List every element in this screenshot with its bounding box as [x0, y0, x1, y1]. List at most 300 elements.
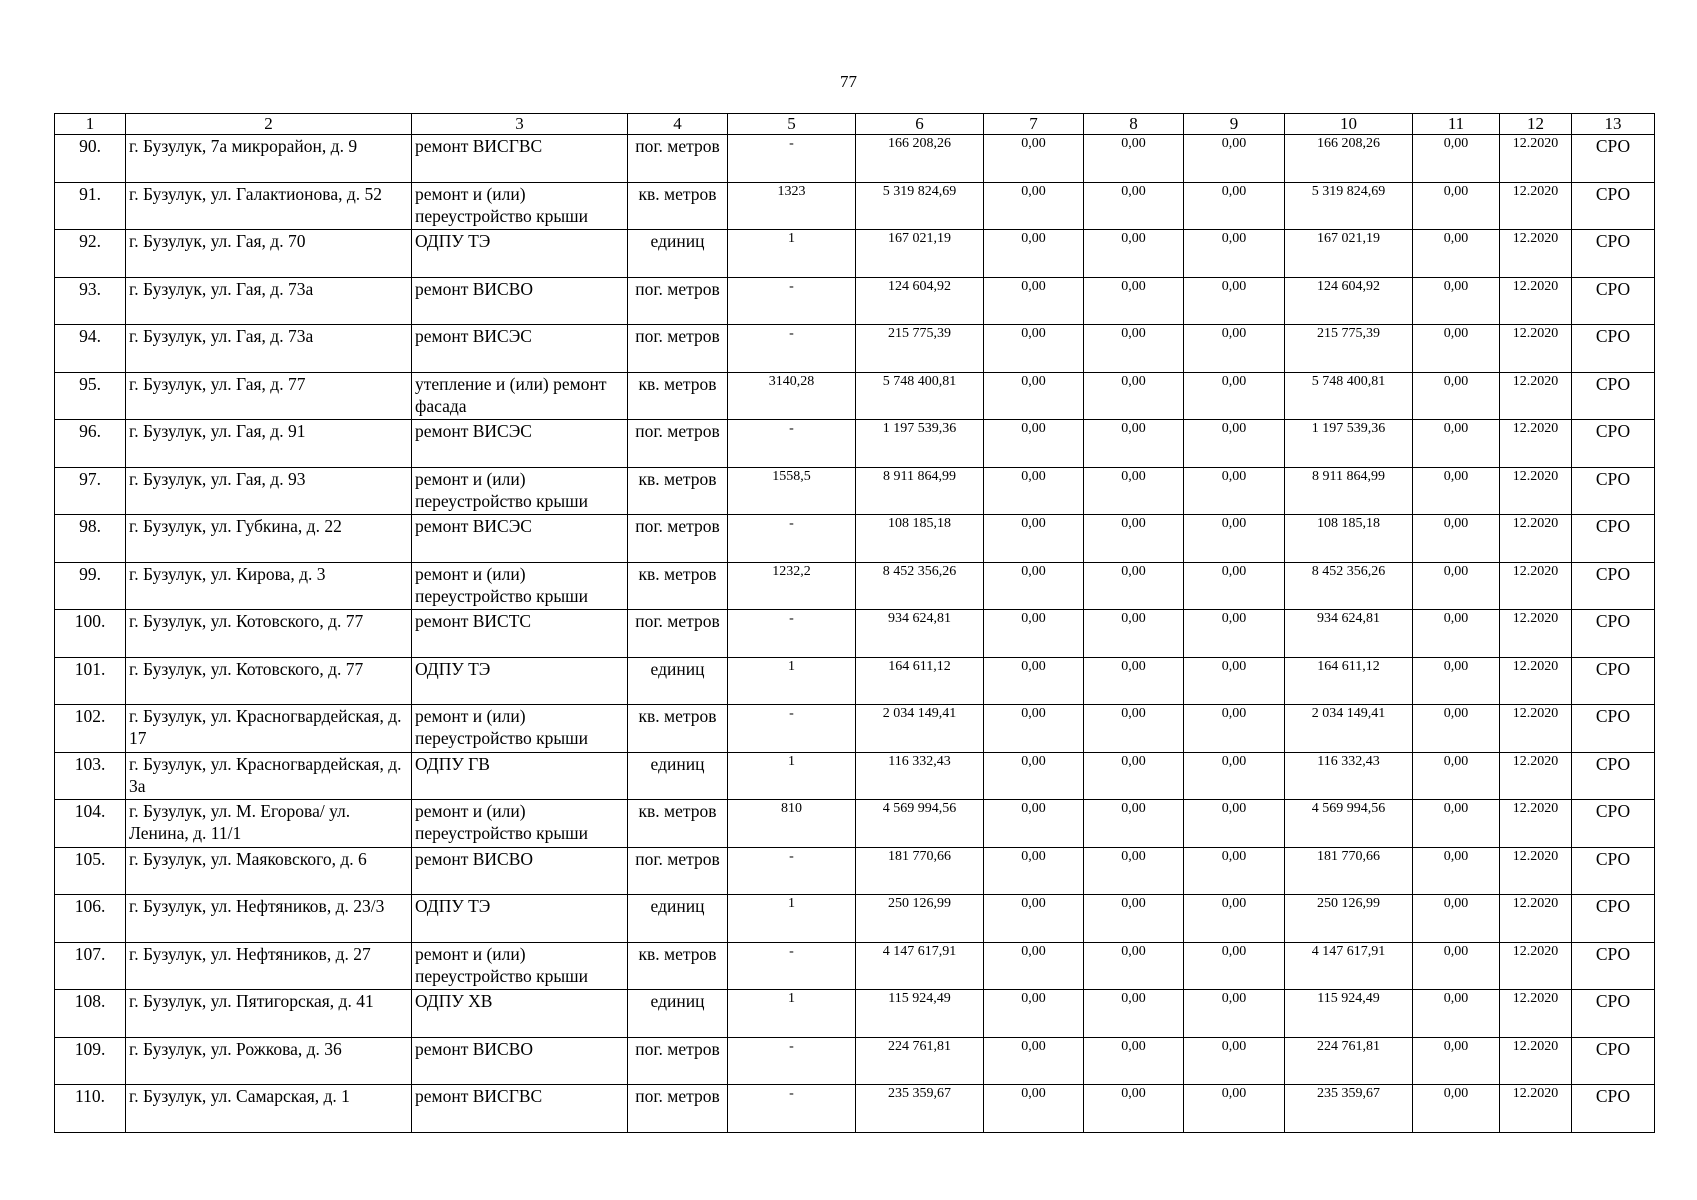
completion-date-cell: 12.2020 [1500, 657, 1572, 705]
completion-date-cell: 12.2020 [1500, 752, 1572, 800]
cost-col11-cell: 0,00 [1413, 657, 1500, 705]
cost-col9-cell: 0,00 [1184, 230, 1285, 278]
quantity-cell: 1 [728, 990, 856, 1038]
table-row [55, 1085, 1655, 1133]
row-number: 102. [55, 705, 126, 753]
table-row [55, 705, 1655, 753]
work-type-cell: ремонт ВИСВО [412, 1037, 628, 1085]
total-cost-cell: 1 197 539,36 [856, 420, 984, 468]
cost-col11-cell: 0,00 [1413, 610, 1500, 658]
address-cell: г. Бузулук, ул. Котовского, д. 77 [126, 657, 412, 705]
quantity-cell: - [728, 1085, 856, 1133]
cost-col8-cell: 0,00 [1084, 990, 1184, 1038]
cost-col10-cell: 166 208,26 [1285, 135, 1413, 183]
completion-date-cell: 12.2020 [1500, 420, 1572, 468]
cost-col10-cell: 224 761,81 [1285, 1037, 1413, 1085]
quantity-cell: 1 [728, 657, 856, 705]
completion-date-cell: 12.2020 [1500, 990, 1572, 1038]
completion-date-cell: 12.2020 [1500, 562, 1572, 610]
unit-cell: пог. метров [628, 1037, 728, 1085]
work-type-cell: ремонт ВИСВО [412, 847, 628, 895]
cost-col10-cell: 124 604,92 [1285, 277, 1413, 325]
row-number: 90. [55, 135, 126, 183]
cost-col9-cell: 0,00 [1184, 1085, 1285, 1133]
unit-cell: кв. метров [628, 372, 728, 420]
unit-cell: единиц [628, 895, 728, 943]
row-number: 106. [55, 895, 126, 943]
cost-col7-cell: 0,00 [984, 610, 1084, 658]
row-number: 110. [55, 1085, 126, 1133]
work-type-cell: ремонт и (или) переустройство крыши [412, 705, 628, 753]
column-header-5: 5 [728, 114, 856, 135]
quantity-cell: - [728, 515, 856, 563]
table-row [55, 562, 1655, 610]
address-cell: г. Бузулук, ул. Красногвардейская, д. 17 [126, 705, 412, 753]
cost-col7-cell: 0,00 [984, 277, 1084, 325]
cost-col8-cell: 0,00 [1084, 277, 1184, 325]
work-type-cell: ремонт ВИСГВС [412, 135, 628, 183]
cost-col11-cell: 0,00 [1413, 800, 1500, 848]
cost-col11-cell: 0,00 [1413, 942, 1500, 990]
cost-col10-cell: 8 452 356,26 [1285, 562, 1413, 610]
cost-col7-cell: 0,00 [984, 1085, 1084, 1133]
work-type-cell: ремонт ВИСЭС [412, 420, 628, 468]
address-cell: г. Бузулук, ул. Рожкова, д. 36 [126, 1037, 412, 1085]
funding-source-cell: СРО [1572, 467, 1655, 515]
cost-col11-cell: 0,00 [1413, 847, 1500, 895]
row-number: 101. [55, 657, 126, 705]
column-header-11: 11 [1413, 114, 1500, 135]
cost-col9-cell: 0,00 [1184, 895, 1285, 943]
cost-col10-cell: 235 359,67 [1285, 1085, 1413, 1133]
funding-source-cell: СРО [1572, 135, 1655, 183]
total-cost-cell: 4 147 617,91 [856, 942, 984, 990]
column-header-10: 10 [1285, 114, 1413, 135]
cost-col8-cell: 0,00 [1084, 372, 1184, 420]
cost-col8-cell: 0,00 [1084, 420, 1184, 468]
unit-cell: пог. метров [628, 135, 728, 183]
table-row [55, 1037, 1655, 1085]
work-type-cell: утепление и (или) ремонт фасада [412, 372, 628, 420]
column-header-8: 8 [1084, 114, 1184, 135]
cost-col8-cell: 0,00 [1084, 847, 1184, 895]
unit-cell: кв. метров [628, 800, 728, 848]
funding-source-cell: СРО [1572, 515, 1655, 563]
cost-col8-cell: 0,00 [1084, 752, 1184, 800]
cost-col9-cell: 0,00 [1184, 325, 1285, 373]
funding-source-cell: СРО [1572, 990, 1655, 1038]
quantity-cell: 1 [728, 752, 856, 800]
work-type-cell: ремонт и (или) переустройство крыши [412, 467, 628, 515]
row-number: 91. [55, 182, 126, 230]
cost-col10-cell: 116 332,43 [1285, 752, 1413, 800]
total-cost-cell: 181 770,66 [856, 847, 984, 895]
cost-col7-cell: 0,00 [984, 752, 1084, 800]
cost-col7-cell: 0,00 [984, 705, 1084, 753]
completion-date-cell: 12.2020 [1500, 230, 1572, 278]
table-row [55, 895, 1655, 943]
total-cost-cell: 164 611,12 [856, 657, 984, 705]
row-number: 107. [55, 942, 126, 990]
address-cell: г. Бузулук, ул. Маяковского, д. 6 [126, 847, 412, 895]
cost-col9-cell: 0,00 [1184, 990, 1285, 1038]
row-number: 92. [55, 230, 126, 278]
cost-col10-cell: 108 185,18 [1285, 515, 1413, 563]
cost-col9-cell: 0,00 [1184, 182, 1285, 230]
unit-cell: пог. метров [628, 1085, 728, 1133]
total-cost-cell: 108 185,18 [856, 515, 984, 563]
cost-col9-cell: 0,00 [1184, 467, 1285, 515]
total-cost-cell: 4 569 994,56 [856, 800, 984, 848]
column-header-2: 2 [126, 114, 412, 135]
cost-col9-cell: 0,00 [1184, 135, 1285, 183]
completion-date-cell: 12.2020 [1500, 1085, 1572, 1133]
table-row [55, 610, 1655, 658]
cost-col11-cell: 0,00 [1413, 1037, 1500, 1085]
table-row [55, 325, 1655, 373]
table-row [55, 420, 1655, 468]
cost-col8-cell: 0,00 [1084, 895, 1184, 943]
cost-col9-cell: 0,00 [1184, 515, 1285, 563]
address-cell: г. Бузулук, ул. Кирова, д. 3 [126, 562, 412, 610]
total-cost-cell: 5 319 824,69 [856, 182, 984, 230]
work-type-cell: ремонт ВИСЭС [412, 515, 628, 563]
cost-col9-cell: 0,00 [1184, 705, 1285, 753]
unit-cell: единиц [628, 230, 728, 278]
row-number: 95. [55, 372, 126, 420]
table-row [55, 990, 1655, 1038]
column-header-12: 12 [1500, 114, 1572, 135]
completion-date-cell: 12.2020 [1500, 1037, 1572, 1085]
address-cell: г. Бузулук, ул. Гая, д. 70 [126, 230, 412, 278]
funding-source-cell: СРО [1572, 1037, 1655, 1085]
address-cell: г. Бузулук, ул. Гая, д. 73а [126, 325, 412, 373]
table-row [55, 230, 1655, 278]
completion-date-cell: 12.2020 [1500, 467, 1572, 515]
table-row [55, 135, 1655, 183]
work-type-cell: ОДПУ ГВ [412, 752, 628, 800]
cost-col10-cell: 250 126,99 [1285, 895, 1413, 943]
funding-source-cell: СРО [1572, 277, 1655, 325]
cost-col11-cell: 0,00 [1413, 752, 1500, 800]
work-type-cell: ремонт ВИСГВС [412, 1085, 628, 1133]
funding-source-cell: СРО [1572, 657, 1655, 705]
funding-source-cell: СРО [1572, 230, 1655, 278]
unit-cell: кв. метров [628, 942, 728, 990]
quantity-cell: 810 [728, 800, 856, 848]
unit-cell: кв. метров [628, 705, 728, 753]
quantity-cell: 1 [728, 230, 856, 278]
quantity-cell: 1323 [728, 182, 856, 230]
completion-date-cell: 12.2020 [1500, 277, 1572, 325]
completion-date-cell: 12.2020 [1500, 800, 1572, 848]
total-cost-cell: 124 604,92 [856, 277, 984, 325]
quantity-cell: - [728, 847, 856, 895]
funding-source-cell: СРО [1572, 182, 1655, 230]
completion-date-cell: 12.2020 [1500, 895, 1572, 943]
cost-col11-cell: 0,00 [1413, 182, 1500, 230]
cost-col7-cell: 0,00 [984, 325, 1084, 373]
funding-source-cell: СРО [1572, 372, 1655, 420]
work-type-cell: ремонт ВИСЭС [412, 325, 628, 373]
work-type-cell: ремонт ВИСВО [412, 277, 628, 325]
cost-col10-cell: 164 611,12 [1285, 657, 1413, 705]
funding-source-cell: СРО [1572, 1085, 1655, 1133]
cost-col8-cell: 0,00 [1084, 562, 1184, 610]
cost-col9-cell: 0,00 [1184, 277, 1285, 325]
address-cell: г. Бузулук, ул. Галактионова, д. 52 [126, 182, 412, 230]
page-number: 77 [840, 72, 857, 91]
cost-col7-cell: 0,00 [984, 230, 1084, 278]
row-number: 108. [55, 990, 126, 1038]
work-type-cell: ремонт и (или) переустройство крыши [412, 800, 628, 848]
cost-col11-cell: 0,00 [1413, 325, 1500, 373]
address-cell: г. Бузулук, ул. М. Егорова/ ул. Ленина, д. 11/1 [126, 800, 412, 848]
completion-date-cell: 12.2020 [1500, 705, 1572, 753]
unit-cell: единиц [628, 990, 728, 1038]
quantity-cell: - [728, 325, 856, 373]
total-cost-cell: 8 911 864,99 [856, 467, 984, 515]
funding-source-cell: СРО [1572, 610, 1655, 658]
repair-register-table [54, 113, 1655, 1133]
column-number-header [55, 114, 1655, 135]
cost-col10-cell: 167 021,19 [1285, 230, 1413, 278]
address-cell: г. Бузулук, ул. Самарская, д. 1 [126, 1085, 412, 1133]
work-type-cell: ОДПУ ХВ [412, 990, 628, 1038]
cost-col11-cell: 0,00 [1413, 230, 1500, 278]
quantity-cell: - [728, 135, 856, 183]
address-cell: г. Бузулук, ул. Нефтяников, д. 27 [126, 942, 412, 990]
cost-col8-cell: 0,00 [1084, 467, 1184, 515]
row-number: 93. [55, 277, 126, 325]
quantity-cell: - [728, 942, 856, 990]
completion-date-cell: 12.2020 [1500, 847, 1572, 895]
completion-date-cell: 12.2020 [1500, 325, 1572, 373]
column-header-4: 4 [628, 114, 728, 135]
cost-col8-cell: 0,00 [1084, 182, 1184, 230]
completion-date-cell: 12.2020 [1500, 182, 1572, 230]
address-cell: г. Бузулук, ул. Котовского, д. 77 [126, 610, 412, 658]
cost-col11-cell: 0,00 [1413, 1085, 1500, 1133]
cost-col11-cell: 0,00 [1413, 372, 1500, 420]
unit-cell: единиц [628, 752, 728, 800]
total-cost-cell: 5 748 400,81 [856, 372, 984, 420]
total-cost-cell: 215 775,39 [856, 325, 984, 373]
address-cell: г. Бузулук, ул. Пятигорская, д. 41 [126, 990, 412, 1038]
cost-col8-cell: 0,00 [1084, 942, 1184, 990]
column-header-6: 6 [856, 114, 984, 135]
unit-cell: пог. метров [628, 420, 728, 468]
cost-col10-cell: 8 911 864,99 [1285, 467, 1413, 515]
total-cost-cell: 2 034 149,41 [856, 705, 984, 753]
funding-source-cell: СРО [1572, 800, 1655, 848]
unit-cell: кв. метров [628, 562, 728, 610]
total-cost-cell: 116 332,43 [856, 752, 984, 800]
row-number: 104. [55, 800, 126, 848]
work-type-cell: ремонт и (или) переустройство крыши [412, 562, 628, 610]
work-type-cell: ремонт ВИСТС [412, 610, 628, 658]
cost-col7-cell: 0,00 [984, 467, 1084, 515]
cost-col10-cell: 115 924,49 [1285, 990, 1413, 1038]
work-type-cell: ремонт и (или) переустройство крыши [412, 942, 628, 990]
table-row [55, 182, 1655, 230]
cost-col8-cell: 0,00 [1084, 1085, 1184, 1133]
cost-col7-cell: 0,00 [984, 135, 1084, 183]
funding-source-cell: СРО [1572, 752, 1655, 800]
cost-col10-cell: 5 748 400,81 [1285, 372, 1413, 420]
address-cell: г. Бузулук, ул. Губкина, д. 22 [126, 515, 412, 563]
table-row [55, 752, 1655, 800]
cost-col11-cell: 0,00 [1413, 515, 1500, 563]
cost-col9-cell: 0,00 [1184, 800, 1285, 848]
cost-col7-cell: 0,00 [984, 1037, 1084, 1085]
address-cell: г. Бузулук, ул. Гая, д. 93 [126, 467, 412, 515]
cost-col7-cell: 0,00 [984, 847, 1084, 895]
cost-col8-cell: 0,00 [1084, 657, 1184, 705]
total-cost-cell: 8 452 356,26 [856, 562, 984, 610]
row-number: 109. [55, 1037, 126, 1085]
row-number: 99. [55, 562, 126, 610]
cost-col11-cell: 0,00 [1413, 135, 1500, 183]
cost-col11-cell: 0,00 [1413, 895, 1500, 943]
table-row [55, 847, 1655, 895]
cost-col10-cell: 4 569 994,56 [1285, 800, 1413, 848]
table-row [55, 277, 1655, 325]
cost-col7-cell: 0,00 [984, 942, 1084, 990]
row-number: 94. [55, 325, 126, 373]
row-number: 96. [55, 420, 126, 468]
cost-col10-cell: 181 770,66 [1285, 847, 1413, 895]
cost-col8-cell: 0,00 [1084, 705, 1184, 753]
quantity-cell: - [728, 277, 856, 325]
table-row [55, 942, 1655, 990]
row-number: 103. [55, 752, 126, 800]
cost-col11-cell: 0,00 [1413, 277, 1500, 325]
cost-col8-cell: 0,00 [1084, 135, 1184, 183]
unit-cell: единиц [628, 657, 728, 705]
funding-source-cell: СРО [1572, 562, 1655, 610]
funding-source-cell: СРО [1572, 705, 1655, 753]
work-type-cell: ремонт и (или) переустройство крыши [412, 182, 628, 230]
total-cost-cell: 167 021,19 [856, 230, 984, 278]
quantity-cell: - [728, 705, 856, 753]
column-header-7: 7 [984, 114, 1084, 135]
completion-date-cell: 12.2020 [1500, 135, 1572, 183]
unit-cell: пог. метров [628, 325, 728, 373]
cost-col8-cell: 0,00 [1084, 800, 1184, 848]
table-row [55, 657, 1655, 705]
cost-col9-cell: 0,00 [1184, 942, 1285, 990]
funding-source-cell: СРО [1572, 847, 1655, 895]
column-header-3: 3 [412, 114, 628, 135]
cost-col10-cell: 1 197 539,36 [1285, 420, 1413, 468]
column-header-1: 1 [55, 114, 126, 135]
cost-col9-cell: 0,00 [1184, 847, 1285, 895]
cost-col9-cell: 0,00 [1184, 752, 1285, 800]
table-row [55, 467, 1655, 515]
work-type-cell: ОДПУ ТЭ [412, 657, 628, 705]
cost-col11-cell: 0,00 [1413, 562, 1500, 610]
cost-col10-cell: 4 147 617,91 [1285, 942, 1413, 990]
cost-col11-cell: 0,00 [1413, 420, 1500, 468]
completion-date-cell: 12.2020 [1500, 942, 1572, 990]
completion-date-cell: 12.2020 [1500, 515, 1572, 563]
quantity-cell: - [728, 610, 856, 658]
cost-col11-cell: 0,00 [1413, 467, 1500, 515]
quantity-cell: 1232,2 [728, 562, 856, 610]
quantity-cell: 3140,28 [728, 372, 856, 420]
cost-col10-cell: 2 034 149,41 [1285, 705, 1413, 753]
completion-date-cell: 12.2020 [1500, 610, 1572, 658]
cost-col8-cell: 0,00 [1084, 325, 1184, 373]
quantity-cell: - [728, 420, 856, 468]
table-row [55, 372, 1655, 420]
unit-cell: кв. метров [628, 182, 728, 230]
quantity-cell: - [728, 1037, 856, 1085]
cost-col7-cell: 0,00 [984, 562, 1084, 610]
total-cost-cell: 934 624,81 [856, 610, 984, 658]
cost-col10-cell: 934 624,81 [1285, 610, 1413, 658]
funding-source-cell: СРО [1572, 420, 1655, 468]
quantity-cell: 1 [728, 895, 856, 943]
cost-col11-cell: 0,00 [1413, 705, 1500, 753]
work-type-cell: ОДПУ ТЭ [412, 230, 628, 278]
cost-col7-cell: 0,00 [984, 182, 1084, 230]
cost-col9-cell: 0,00 [1184, 372, 1285, 420]
total-cost-cell: 115 924,49 [856, 990, 984, 1038]
work-type-cell: ОДПУ ТЭ [412, 895, 628, 943]
quantity-cell: 1558,5 [728, 467, 856, 515]
cost-col8-cell: 0,00 [1084, 230, 1184, 278]
completion-date-cell: 12.2020 [1500, 372, 1572, 420]
row-number: 105. [55, 847, 126, 895]
cost-col10-cell: 5 319 824,69 [1285, 182, 1413, 230]
unit-cell: пог. метров [628, 277, 728, 325]
cost-col9-cell: 0,00 [1184, 562, 1285, 610]
cost-col7-cell: 0,00 [984, 657, 1084, 705]
cost-col8-cell: 0,00 [1084, 515, 1184, 563]
table-row [55, 800, 1655, 848]
cost-col9-cell: 0,00 [1184, 420, 1285, 468]
funding-source-cell: СРО [1572, 325, 1655, 373]
row-number: 98. [55, 515, 126, 563]
funding-source-cell: СРО [1572, 942, 1655, 990]
cost-col7-cell: 0,00 [984, 372, 1084, 420]
cost-col9-cell: 0,00 [1184, 610, 1285, 658]
cost-col8-cell: 0,00 [1084, 1037, 1184, 1085]
cost-col10-cell: 215 775,39 [1285, 325, 1413, 373]
address-cell: г. Бузулук, ул. Гая, д. 73а [126, 277, 412, 325]
cost-col7-cell: 0,00 [984, 990, 1084, 1038]
address-cell: г. Бузулук, ул. Гая, д. 91 [126, 420, 412, 468]
cost-col7-cell: 0,00 [984, 800, 1084, 848]
address-cell: г. Бузулук, ул. Нефтяников, д. 23/3 [126, 895, 412, 943]
unit-cell: пог. метров [628, 515, 728, 563]
address-cell: г. Бузулук, ул. Красногвардейская, д. 3а [126, 752, 412, 800]
total-cost-cell: 166 208,26 [856, 135, 984, 183]
cost-col9-cell: 0,00 [1184, 1037, 1285, 1085]
cost-col11-cell: 0,00 [1413, 990, 1500, 1038]
table-row [55, 515, 1655, 563]
cost-col7-cell: 0,00 [984, 515, 1084, 563]
total-cost-cell: 250 126,99 [856, 895, 984, 943]
address-cell: г. Бузулук, 7а микрорайон, д. 9 [126, 135, 412, 183]
unit-cell: пог. метров [628, 847, 728, 895]
cost-col7-cell: 0,00 [984, 895, 1084, 943]
address-cell: г. Бузулук, ул. Гая, д. 77 [126, 372, 412, 420]
total-cost-cell: 224 761,81 [856, 1037, 984, 1085]
row-number: 100. [55, 610, 126, 658]
